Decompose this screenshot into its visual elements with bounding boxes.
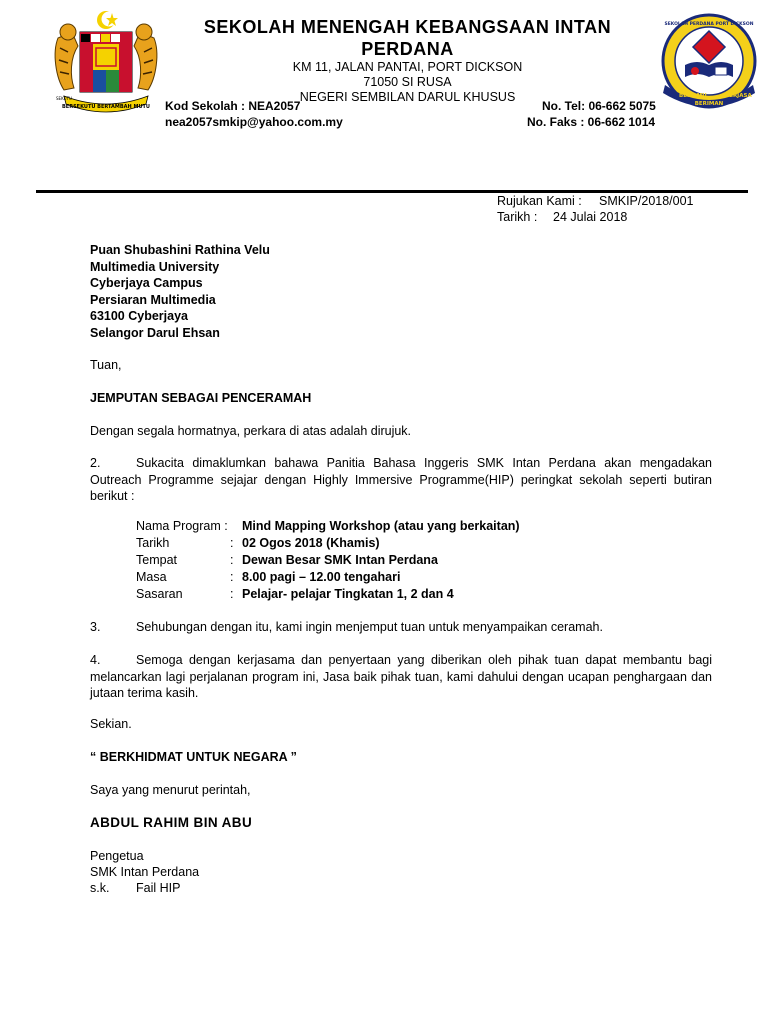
date-label: Tarikh : [497, 210, 538, 224]
recipient-line: Cyberjaya Campus [90, 276, 203, 291]
logo-motto-berilmu: BERILMU [679, 93, 707, 99]
cc-label: s.k. [90, 881, 110, 895]
detail-sep: : [230, 587, 234, 601]
logo-motto-beriman: BERIMAN [694, 101, 724, 107]
paragraph-2-number: 2. [90, 456, 101, 470]
school-email: nea2057smkip@yahoo.com.my [165, 115, 343, 129]
detail-value-program: Mind Mapping Workshop (atau yang berkaitan) [242, 519, 520, 533]
paragraph-2 [90, 455, 712, 505]
detail-value-venue: Dewan Besar SMK Intan Perdana [242, 553, 438, 567]
detail-label-date: Tarikh [136, 536, 170, 550]
detail-value-time: 8.00 pagi – 12.00 tengahari [242, 570, 401, 584]
address-line2: 71050 SI RUSA [363, 75, 452, 89]
detail-label-time: Masa [136, 570, 167, 584]
logo-motto-berjasa: BERJASA [725, 93, 752, 99]
recipient-line: Persiaran Multimedia [90, 292, 216, 307]
detail-value-date: 02 Ogos 2018 (Khamis) [242, 536, 380, 550]
address-line1: KM 11, JALAN PANTAI, PORT DICKSON [292, 60, 523, 74]
crest-motto: BERSEKUTU BERTAMBAH MUTU [62, 104, 150, 110]
salutation: Tuan, [90, 358, 122, 372]
detail-value-target: Pelajar- pelajar Tingkatan 1, 2 dan 4 [242, 587, 454, 601]
letter-subject: JEMPUTAN SEBAGAI PENCERAMAH [90, 391, 312, 405]
header-divider [36, 190, 748, 193]
reference-label: Rujukan Kami : [497, 194, 582, 208]
detail-sep: : [230, 570, 234, 584]
motto: “ BERKHIDMAT UNTUK NEGARA ” [90, 750, 297, 764]
obedient-line: Saya yang menurut perintah, [90, 783, 251, 797]
signatory-position: Pengetua [90, 849, 144, 863]
paragraph-4-number: 4. [90, 653, 101, 667]
detail-label-venue: Tempat [136, 553, 177, 567]
recipient-line: Selangor Darul Ehsan [90, 325, 220, 340]
paragraph-4 [90, 652, 712, 702]
reference-value: SMKIP/2018/001 [599, 194, 694, 208]
phone-number: No. Tel: 06-662 5075 [542, 99, 656, 113]
cc-value: Fail HIP [136, 881, 181, 895]
recipient-line: Puan Shubashini Rathina Velu [90, 243, 270, 257]
detail-sep: : [230, 536, 234, 550]
closing: Sekian. [90, 717, 132, 731]
detail-label-program: Nama Program : [136, 519, 228, 533]
recipient-line: Multimedia University [90, 259, 220, 274]
recipient-line: 63100 Cyberjaya [90, 309, 188, 324]
paragraph-3-text: Sehubungan dengan itu, kami ingin menjemput tuan untuk menyampaikan ceramah. [136, 620, 603, 634]
school-name-line1: SEKOLAH MENENGAH KEBANGSAAN INTAN [203, 17, 612, 37]
signatory-name: ABDUL RAHIM BIN ABU [90, 815, 253, 830]
paragraph-4-text: Semoga dengan kerjasama dan penyertaan yang diberikan oleh pihak tuan dapat membantu bagi melancarkan lagi perjalanan program ini, Jasa baik pihak tuan, kami dahului dengan ucapan penghargaan dan jutaan terima kasih. [90, 653, 712, 701]
recipient-address [90, 242, 270, 342]
paragraph-1: Dengan segala hormatnya, perkara di atas adalah dirujuk. [90, 424, 412, 438]
paragraph-2-text: Sukacita dimaklumkan bahawa Panitia Bahasa Inggeris SMK Intan Perdana akan mengadakan Outreach Programme sejajar dengan Highly Immersive Programme(HIP) peringkat sekolah seperti butiran berikut : [90, 456, 712, 504]
malaysia-coat-of-arms-logo [50, 8, 162, 120]
fax-number: No. Faks : 06-662 1014 [527, 115, 656, 129]
detail-sep: : [230, 553, 234, 567]
signatory-school: SMK Intan Perdana [90, 865, 200, 879]
school-name-line2: PERDANA [361, 39, 454, 59]
school-badge-logo [655, 3, 763, 111]
school-code: Kod Sekolah : NEA2057 [165, 99, 301, 113]
address-line3: NEGERI SEMBILAN DARUL KHUSUS [299, 90, 516, 104]
paragraph-3-number: 3. [90, 620, 101, 634]
date-value: 24 Julai 2018 [553, 210, 628, 224]
crest-ribbon-left: SEKUTU [56, 96, 72, 101]
detail-label-target: Sasaran [136, 587, 183, 601]
logo-ring-text: SEKOLAH PERDANA PORT DICKSON [664, 22, 754, 27]
